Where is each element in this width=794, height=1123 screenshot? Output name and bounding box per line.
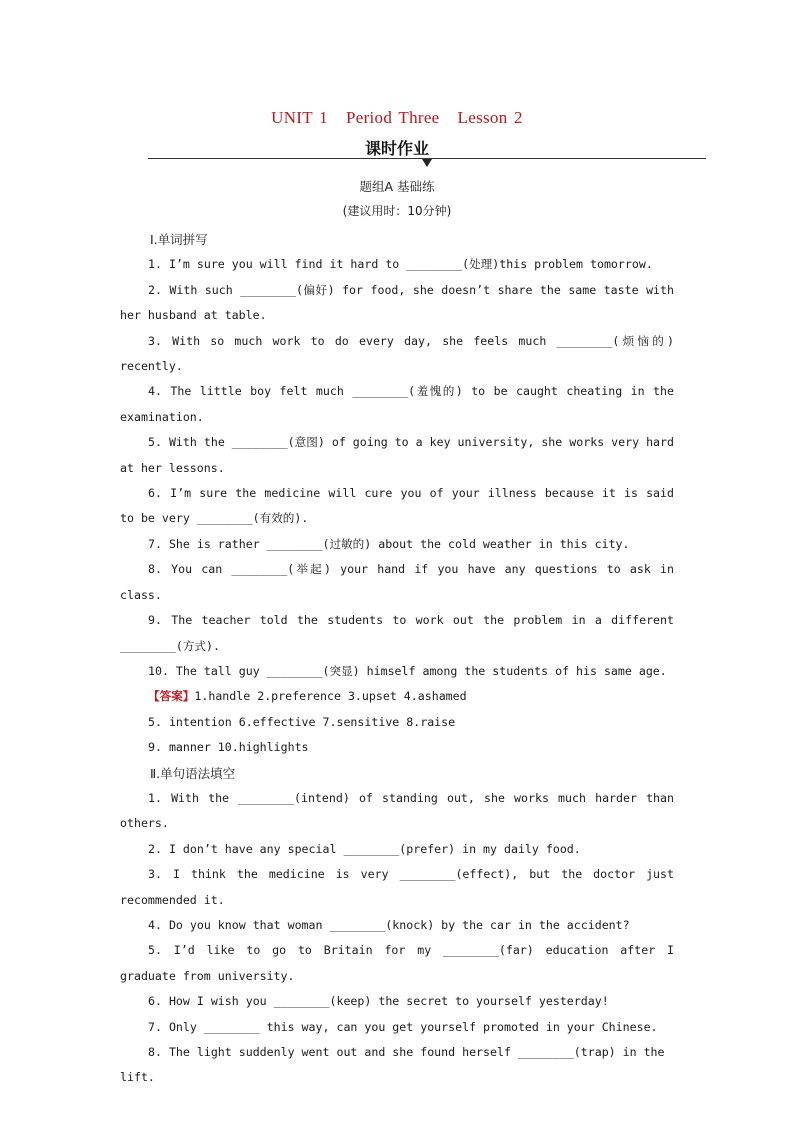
page-subtitle: 课时作业 [364,139,429,158]
page-title [0,108,794,128]
question-item: 2. With such ________(偏好) for food, she doesn’t share the same taste with her husband at table. [120,282,674,323]
question-item: 8. The light suddenly went out and she found herself ________(trap) in the lift. [120,1045,665,1085]
question-item: 4. The little boy felt much ________(羞愧的) to be caught cheating in the examination. [120,384,674,424]
suggested-time: (建议用时：10分钟) [342,204,452,218]
period-label: Period Three [345,108,440,127]
unit-label: UNIT 1 [271,108,328,127]
question-item: 10. The tall guy ________(突显) himself among the students of his same age. [148,663,667,678]
question-item: 9. The teacher told the students to work out the problem in a different ________(方式). [120,613,674,653]
question-item: 3. With so much work to do every day, she feels much ________(烦恼的) recently. [120,333,674,374]
answer-line: 9. manner 10.highlights [148,740,309,755]
section-heading: Ⅰ.单词拼写 [150,232,208,247]
question-item: 2. I don’t have any special ________(prefer) in my daily food. [148,841,581,856]
question-item: 1. With the ________(intend) of standing out, she works much harder than others. [120,790,674,831]
answer-text: 1.handle 2.preference 3.upset 4.ashamed [194,689,467,704]
question-item: 5. With the ________(意图) of going to a key university, she works very hard at her lessons. [120,435,674,475]
question-item: 4. Do you know that woman ________(knock) by the car in the accident? [148,917,630,932]
answer-line: 5. intention 6.effective 7.sensitive 8.raise [148,714,456,729]
question-item: 7. Only ________ this way, can you get yourself promoted in your Chinese. [148,1019,658,1034]
section-heading: Ⅱ.单句语法填空 [150,765,236,781]
question-item: 6. How I wish you ________(keep) the secret to yourself yesterday! [148,994,609,1009]
answer-line [120,684,674,709]
triangle-marker-icon [422,159,432,167]
worksheet-content [120,227,674,1091]
question-item: 8. You can ________(举起) your hand if you have any questions to ask in class. [120,562,674,602]
answer-label: 【答案】 [148,689,195,704]
question-item: 5. I’d like to go to Britain for my ________(far) education after I graduate from university. [120,943,674,983]
lesson-label: Lesson 2 [457,108,523,127]
question-item: 3. I think the medicine is very ________(effect), but the doctor just recommended it. [120,867,674,907]
question-item: 7. She is rather ________(过敏的) about the cold weather in this city. [148,536,630,551]
question-item: 1. I’m sure you will find it hard to ________(处理)this problem tomorrow. [148,257,653,272]
exercise-group-label: 题组A 基础练 [359,179,435,194]
question-item: 6. I’m sure the medicine will cure you of your illness because it is said to be very ________(有效的). [120,486,674,526]
